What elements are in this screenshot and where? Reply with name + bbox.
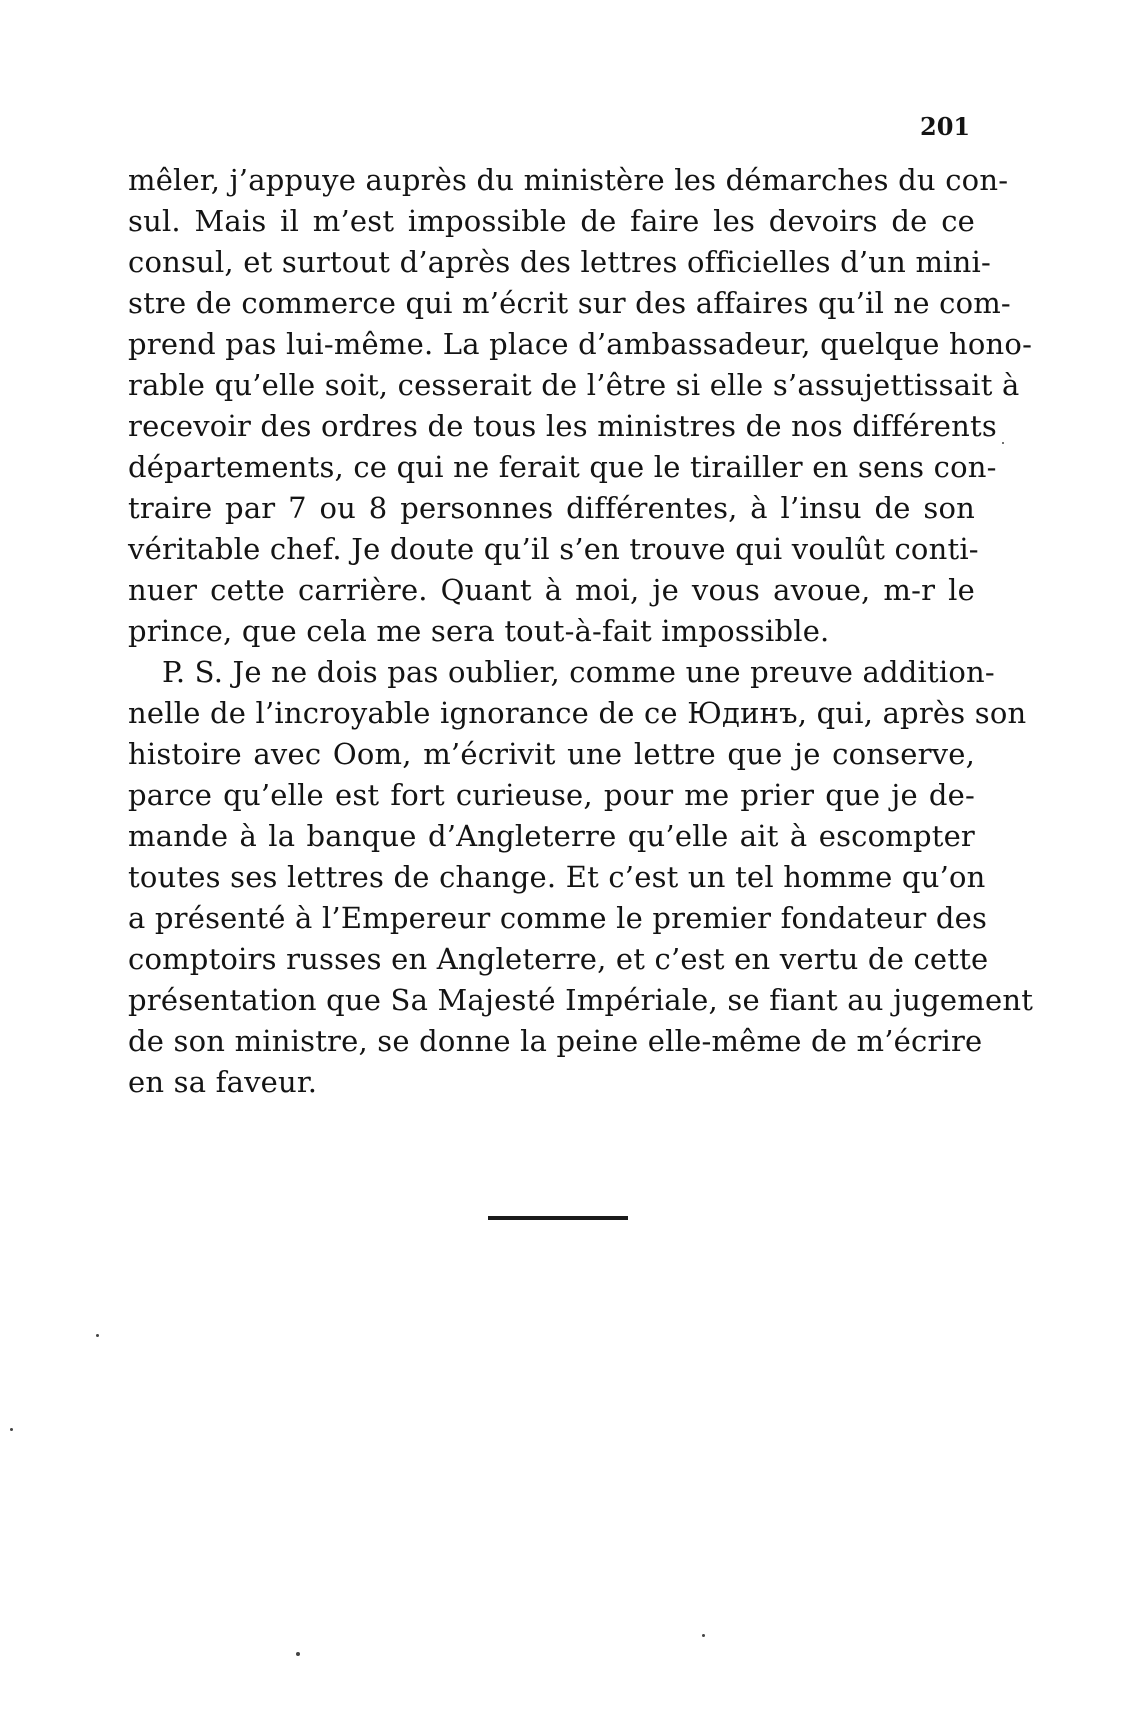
text-line: consul, et surtout d’après des lettres officielles d’un mini- (128, 245, 991, 279)
text-line: parce qu’elle est fort curieuse, pour me prier que je de- (128, 778, 975, 812)
text-body (128, 160, 1034, 1103)
scan-speck (1002, 442, 1004, 444)
text-line: traire par 7 ou 8 personnes différentes, à l’insu de son (128, 491, 975, 525)
text-line: mande à la banque d’Angleterre qu’elle ait à escompter (128, 819, 975, 853)
text-line: comptoirs russes en Angleterre, et c’est en vertu de cette (128, 942, 989, 976)
text-line: de son ministre, se donne la peine elle-même de m’écrire (128, 1024, 983, 1058)
section-divider-rule (488, 1216, 628, 1220)
scan-speck (96, 1334, 99, 1337)
scan-speck (702, 1634, 705, 1637)
text-line: nuer cette carrière. Quant à moi, je vous avoue, m-r le (128, 573, 975, 607)
text-line: en sa faveur. (128, 1065, 318, 1099)
text-line: mêler, j’appuye auprès du ministère les démarches du con- (128, 163, 1009, 197)
text-line: recevoir des ordres de tous les ministres de nos différents (128, 409, 997, 443)
text-line: présentation que Sa Majesté Impériale, se fiant au jugement (128, 983, 1034, 1017)
text-line: véritable chef. Je doute qu’il s’en trouve qui voulût conti- (128, 532, 979, 566)
text-line: sul. Mais il m’est impossible de faire les devoirs de ce (128, 204, 975, 238)
text-line: a présenté à l’Empereur comme le premier fondateur des (128, 901, 988, 935)
text-line: prend pas lui-même. La place d’ambassadeur, quelque hono- (128, 327, 1033, 361)
postscript-first-line: P. S. Je ne dois pas oublier, comme une preuve addition- (162, 655, 995, 689)
scan-speck (296, 1652, 300, 1656)
text-line: départements, ce qui ne ferait que le tirailler en sens con- (128, 450, 997, 484)
page-number: 201 (920, 112, 971, 141)
text-line: nelle de l’incroyable ignorance de ce Юдинъ, qui, après son (128, 696, 1027, 730)
text-line: stre de commerce qui m’écrit sur des affaires qu’il ne com- (128, 286, 1011, 320)
text-line: prince, que cela me sera tout-à-fait impossible. (128, 614, 830, 648)
text-line: toutes ses lettres de change. Et c’est un tel homme qu’on (128, 860, 986, 894)
text-line: histoire avec Oom, m’écrivit une lettre que je conserve, (128, 737, 975, 771)
scan-speck (10, 1428, 13, 1431)
text-line: rable qu’elle soit, cesserait de l’être si elle s’assujettissait à (128, 368, 1020, 402)
